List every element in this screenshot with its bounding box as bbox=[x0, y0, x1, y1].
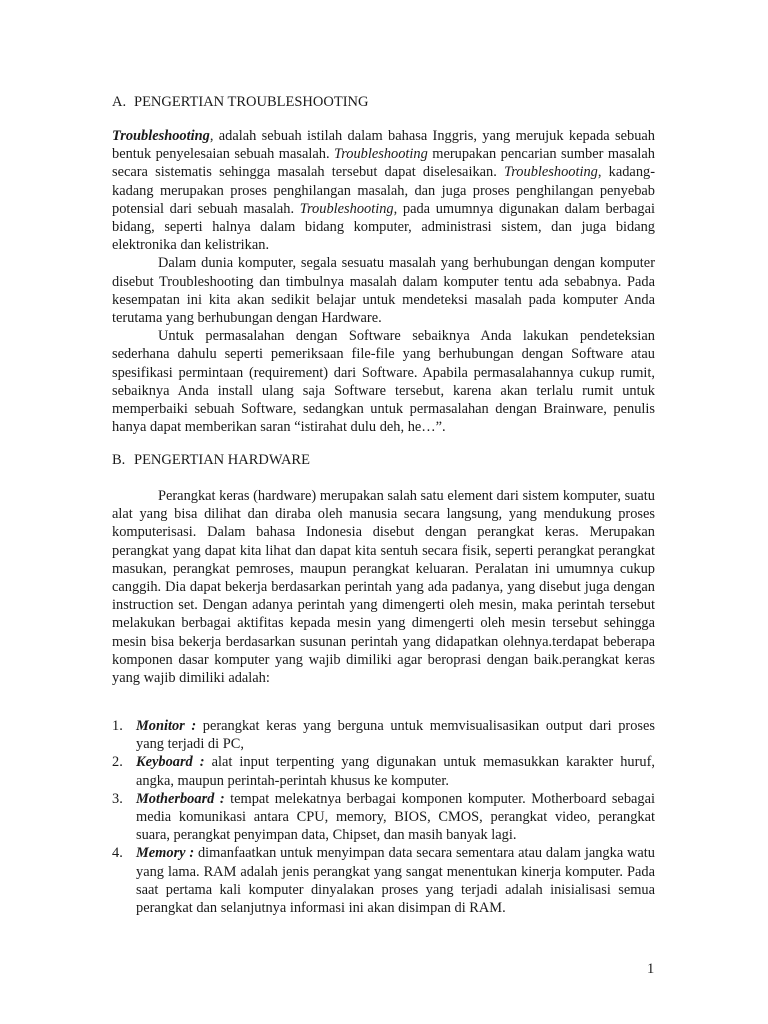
section-a-paragraph-3: Untuk permasalahan dengan Software sebaiknya Anda lakukan pendeteksian sederhana dahulu seperti pemeriksaan file-file yang berhubungan dengan Software atau spesifikasi permintaan (requirement) dari Software. Apabila permasalahannya cukup rumit, sebaiknya Anda install ulang saja Software tersebut, karena akan terlalu rumit untuk memperbaiki sebuah Software, sedangkan untuk permasalahan dengan Brainware, penulis hanya dapat memberikan saran “istirahat dulu deh, he…”. bbox=[112, 328, 655, 436]
list-term: Memory : bbox=[136, 845, 195, 862]
list-number: 4. bbox=[112, 845, 123, 862]
term-troubleshooting: Troubleshooting bbox=[299, 200, 394, 217]
section-b-title: PENGERTIAN HARDWARE bbox=[134, 452, 310, 468]
list-text: tempat melekatnya berbagai komponen komputer. Motherboard sebagai media komunikasi antara CPU, memory, BIOS, CMOS, perangkat video, perangkat suara, perangkat penyimpan data, Chipset, dan masih banyak lagi. bbox=[136, 790, 655, 844]
paragraph-text: , adalah sebuah istilah dalam bahasa Inggris, yang merujuk kepada sebuah bentuk penyelesaian sebuah masalah. bbox=[112, 128, 655, 163]
paragraph-text: merupakan pencarian sumber masalah secara sistematis sehingga masalah tersebut dapat diselesaikan. bbox=[112, 146, 655, 181]
section-a-letter: A. bbox=[112, 94, 127, 110]
list-text: alat input terpenting yang digunakan untuk memasukkan karakter huruf, angka, maupun perintah-perintah khusus ke komputer. bbox=[136, 754, 655, 789]
list-number: 2. bbox=[112, 754, 123, 771]
list-number: 3. bbox=[112, 790, 123, 807]
paragraph-text: , pada umumnya digunakan dalam berbagai bidang, seperti halnya dalam bidang komputer, administrasi sistem, dan juga bidang elektronika dan kelistrikan. bbox=[112, 200, 655, 254]
section-b-letter: B. bbox=[112, 452, 126, 468]
term-troubleshooting: Troubleshooting bbox=[112, 128, 210, 144]
list-term: Keyboard : bbox=[136, 754, 205, 771]
list-item-motherboard bbox=[112, 790, 655, 845]
section-a-paragraph-1 bbox=[112, 127, 655, 254]
term-troubleshooting: Troubleshooting bbox=[504, 164, 598, 181]
section-b-paragraph-1: Perangkat keras (hardware) merupakan salah satu element dari sistem komputer, suatu alat yang bisa dilihat dan diraba oleh manusia secara langsung, yang mendukung proses komputerisasi. Dalam bahasa Indonesia disebut dengan perangkat keras. Merupakan perangkat yang dapat kita lihat dan dapat kita sentuh secara fisik, seperti perangkat perangkat masukan, perangkat pemroses, maupun perangkat keluaran. Peralatan ini umumnya cukup canggih. Dia dapat bekerja berdasarkan perintah yang ada padanya, yang disebut juga dengan instruction set. Dengan adanya perintah yang dimengerti oleh mesin, maka perintah tersebut melakukan berbagai aktifitas kepada mesin yang dimengerti oleh mesin tersebut sehingga mesin bisa bekerja berdasarkan susunan perintah yang didapatkan olehnya.terdapat beberapa komponen dasar komputer yang wajib dimiliki agar beroprasi dengan baik.perangkat keras yang wajib dimiliki adalah: bbox=[112, 488, 655, 687]
section-b-heading bbox=[112, 451, 672, 469]
page-number: 1 bbox=[647, 961, 655, 977]
section-a-body bbox=[112, 127, 655, 436]
list-item-memory bbox=[112, 844, 655, 917]
list-text: dimanfaatkan untuk menyimpan data secara sementara atau dalam jangka watu yang lama. RAM adalah jenis perangkat yang sangat menentukan kinerja komputer. Pada saat pertama kali komputer dinyalakan proses yang terjadi adalah inisialisasi semua perangkat dan selanjutnya informasi ini akan disimpan di RAM. bbox=[136, 845, 655, 917]
list-item-monitor bbox=[112, 717, 655, 753]
section-a-heading bbox=[112, 93, 672, 111]
list-term: Motherboard : bbox=[136, 790, 225, 807]
section-a-paragraph-2: Dalam dunia komputer, segala sesuatu masalah yang berhubungan dengan komputer disebut Troubleshooting dan timbulnya masalah dalam komputer tentu ada sebabnya. Pada kesempatan ini kita akan sedikit belajar untuk mendeteksi masalah pada komputer Anda terutama yang berhubungan dengan Hardware. bbox=[112, 255, 655, 327]
list-term: Monitor : bbox=[136, 718, 197, 734]
section-b-body bbox=[112, 487, 655, 687]
section-a-title: PENGERTIAN TROUBLESHOOTING bbox=[134, 94, 369, 110]
list-number: 1. bbox=[112, 718, 123, 734]
list-item-keyboard bbox=[112, 753, 655, 789]
list-text: perangkat keras yang berguna untuk memvisualisasikan output dari proses yang terjadi di PC, bbox=[136, 718, 655, 753]
paragraph-text: , kadang-kadang merupakan proses penghilangan masalah, dan juga proses penghilangan penyebab potensial dari sebuah masalah. bbox=[112, 164, 656, 217]
hardware-list bbox=[112, 717, 655, 917]
term-troubleshooting: Troubleshooting bbox=[334, 146, 428, 163]
